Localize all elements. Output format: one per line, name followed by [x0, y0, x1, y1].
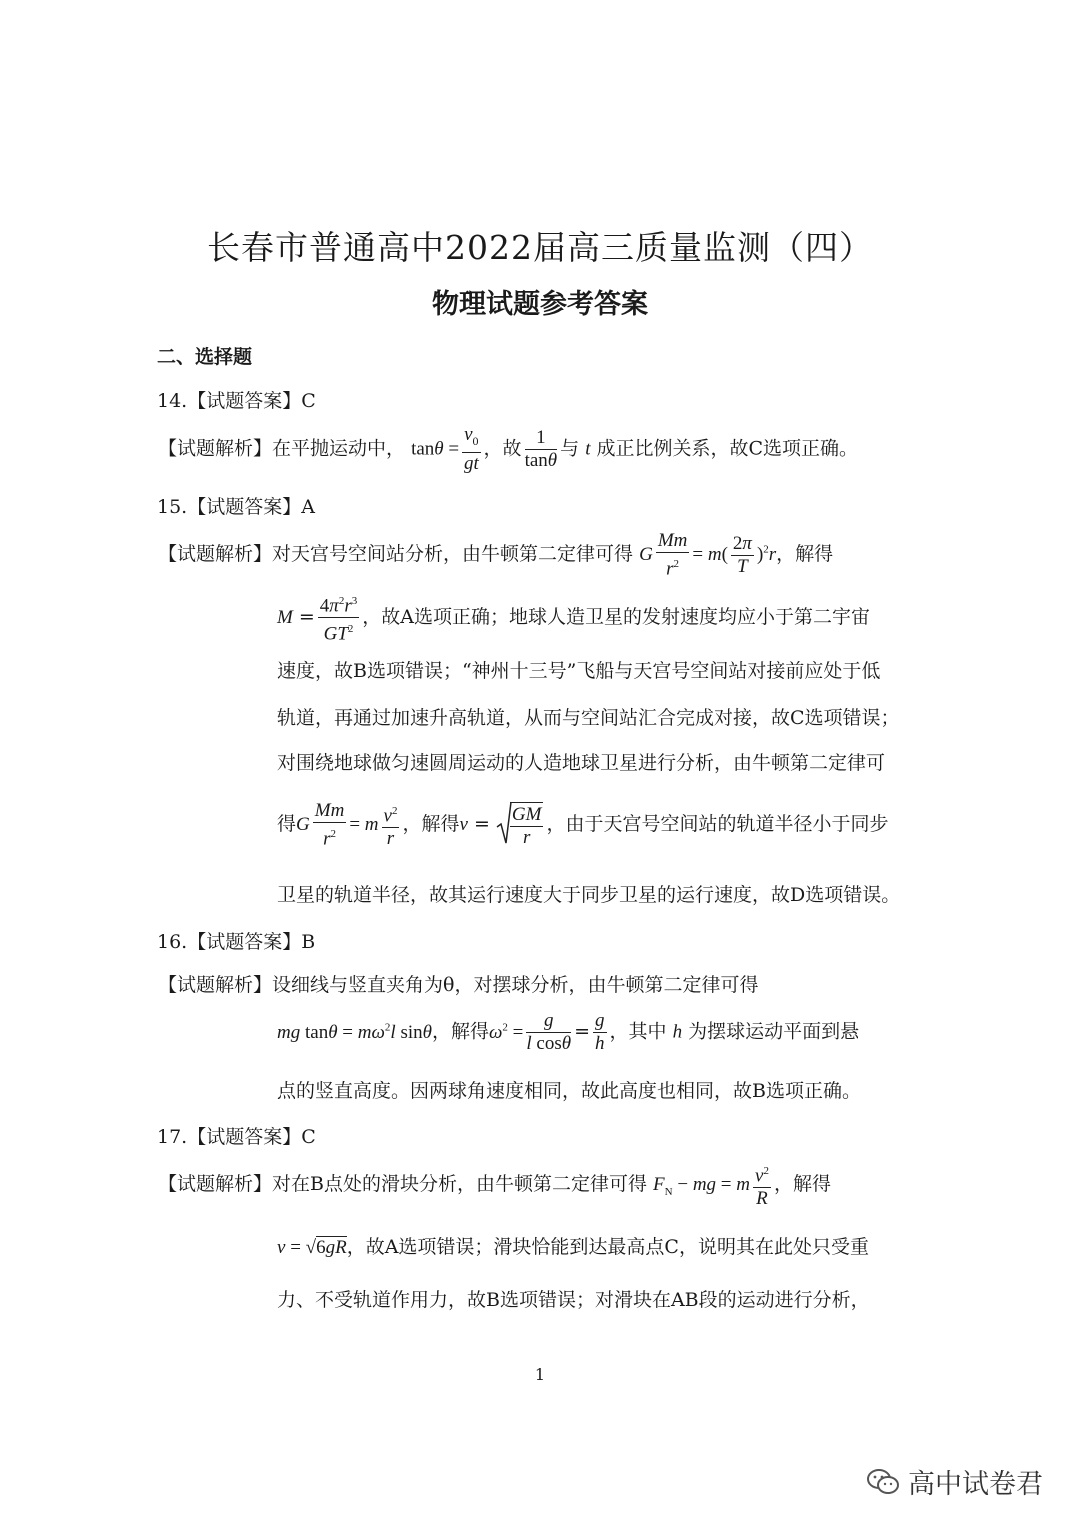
analysis-tag: 【试题解析】	[158, 437, 273, 460]
page-number: 1	[534, 1365, 546, 1384]
watermark-text: 高中试卷君	[908, 1469, 1043, 1500]
q16-analysis-line1: 【试题解析】设细线与竖直夹角为θ，对摆球分析，由牛顿第二定律可得	[158, 974, 759, 996]
watermark	[866, 1462, 1043, 1501]
page-title: 长春市普通高中2022届高三质量监测（四）	[207, 228, 873, 267]
q17-analysis-line2: v = √6gR，故A选项错误；滑块恰能到达最高点C，说明其在此处只受重	[277, 1236, 869, 1258]
analysis-tag: 【试题解析】	[158, 543, 273, 566]
q17-analysis-line3: 力、不受轨道作用力，故B选项错误；对滑块在AB段的运动进行分析，	[277, 1289, 870, 1311]
q16-analysis-line3: 点的竖直高度。因两球角速度相同，故此高度也相同，故B选项正确。	[277, 1080, 861, 1102]
q15-analysis-line1: 【试题解析】对天宫号空间站分析，由牛顿第二定律可得 G $\frac{Mm}{r^2}$ = m( $\frac{2\pi}{T}$ )$^2$r，解得	[158, 530, 834, 580]
wechat-icon	[866, 1468, 900, 1496]
q15-analysis-line5: 对围绕地球做匀速圆周运动的人造地球卫星进行分析，由牛顿第二定律可	[277, 752, 886, 774]
q15-analysis-line7: 卫星的轨道半径，故其运行速度大于同步卫星的运行速度，故D选项错误。	[277, 884, 901, 906]
q15-analysis-line6: 得G $\frac{Mm}{r^2}$ = m $\frac{v^2}{r}$ ，解得v = $\frac{GM}{r}$ ，由于天宫号空间站的轨道半径小于同步	[277, 800, 889, 850]
q15-analysis-line4: 轨道，再通过加速升高轨道，从而与空间站汇合完成对接，故C选项错误；	[277, 707, 900, 729]
q14-analysis: 【试题解析】在平抛运动中， tanθ = $\frac{v_0}{gt}$ ，故 $\frac{1}{\tan\theta}$ 与 t 成正比例关系，故C选项正确。	[158, 424, 859, 474]
q17-analysis-line1: 【试题解析】对在B点处的滑块分析，由牛顿第二定律可得 $F_N$ − mg = m $\frac{v^2}{R}$ ，解得	[158, 1160, 831, 1210]
q16-answer: 16.【试题答案】B	[157, 931, 316, 953]
page-subtitle: 物理试题参考答案	[432, 289, 648, 320]
q15-analysis-line2: M = $\frac{4\pi^2r^3}{GT^2}$ ，故A选项正确；地球人造卫星的发射速度均应小于第二宇宙	[277, 590, 870, 646]
q14-answer: 14.【试题答案】C	[157, 390, 316, 412]
section-heading: 二、选择题	[157, 346, 253, 368]
analysis-tag: 【试题解析】	[158, 1173, 273, 1196]
q16-analysis-line2: mg $\tan\theta = m\omega^2l$ sinθ，解得$\omega^2$ = $\frac{g}{\text{l cosθ}}$ = $\frac{g}{h}$ ，其中 h 为摆球运动平面到悬	[277, 1010, 860, 1054]
q17-answer: 17.【试题答案】C	[157, 1126, 316, 1148]
analysis-tag: 【试题解析】	[158, 974, 273, 996]
q15-answer: 15.【试题答案】A	[157, 496, 315, 518]
q15-analysis-line3: 速度，故B选项错误；“神州十三号”飞船与天宫号空间站对接前应处于低	[277, 660, 881, 682]
